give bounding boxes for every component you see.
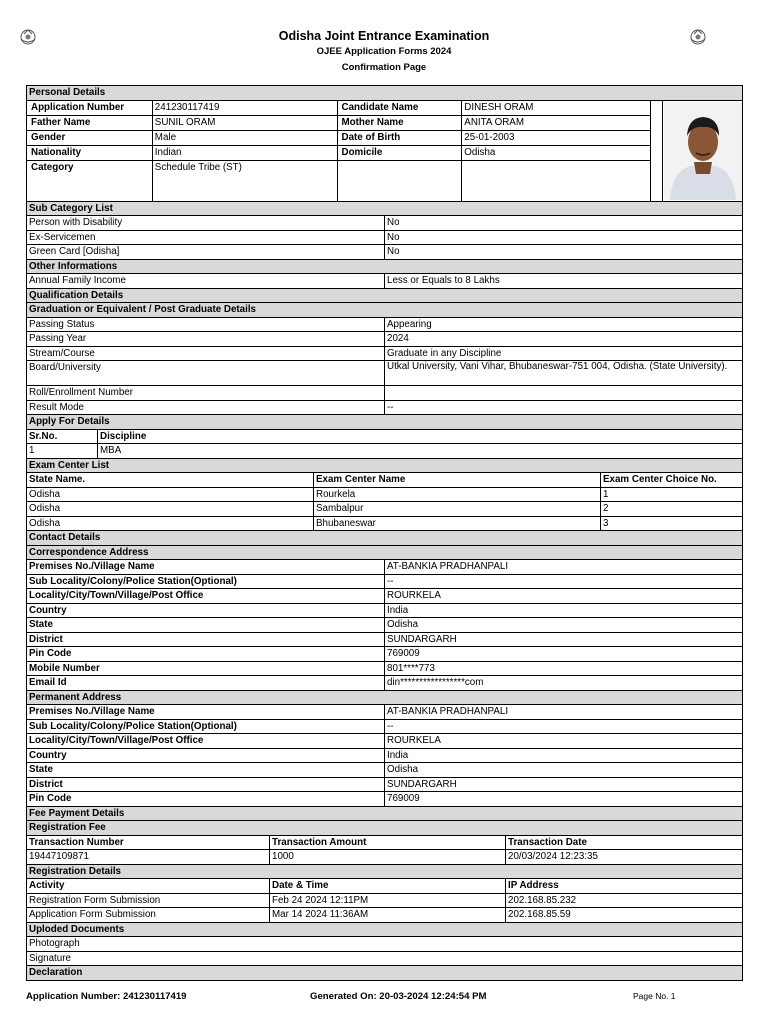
address-row <box>27 676 743 691</box>
footer-page-number: Page No. 1 <box>633 991 676 1001</box>
table-row <box>27 318 743 333</box>
personal-details-block <box>27 101 743 202</box>
table-cell: Rourkela <box>314 488 601 502</box>
section-personal-details: Personal Details <box>27 86 743 100</box>
address-value: ROURKELA <box>385 734 743 748</box>
value-mother-name: ANITA ORAM <box>464 116 524 128</box>
table-row <box>27 347 743 362</box>
row-label: Passing Year <box>27 332 385 346</box>
subsection-correspondence-address: Correspondence Address <box>27 546 743 560</box>
empty-label <box>338 161 463 201</box>
table-row <box>27 231 743 246</box>
footer-application-number: Application Number: 241230117419 <box>26 991 187 1002</box>
empty-value <box>462 161 650 201</box>
address-label: Mobile Number <box>27 662 385 676</box>
address-label: Country <box>27 749 385 763</box>
table-cell: Sambalpur <box>314 502 601 516</box>
row-label: Result Mode <box>27 401 385 415</box>
address-label: State <box>27 763 385 777</box>
column-header: State Name. <box>27 473 314 487</box>
table-row <box>27 401 743 416</box>
address-value: din*****************com <box>385 676 743 690</box>
table-cell: 1 <box>601 488 743 502</box>
personal-row <box>27 101 650 116</box>
section-sub-category: Sub Category List <box>27 202 743 216</box>
section-registration-details: Registration Details <box>27 865 743 879</box>
table-row <box>27 502 743 517</box>
table-cell: Feb 24 2024 12:11PM <box>270 894 506 908</box>
label-mother-name: Mother Name <box>338 116 463 130</box>
row-value: Utkal University, Vani Vihar, Bhubaneswar-751 004, Odisha. (State University). <box>385 361 743 385</box>
address-row <box>27 720 743 735</box>
label-father-name: Father Name <box>27 116 153 130</box>
value-nationality: Indian <box>153 146 338 160</box>
row-label: Stream/Course <box>27 347 385 361</box>
personal-row <box>27 161 650 201</box>
address-value: India <box>385 749 743 763</box>
address-value: 769009 <box>385 647 743 661</box>
section-contact-details: Contact Details <box>27 531 743 545</box>
table-row <box>27 952 743 967</box>
table-row <box>27 361 743 386</box>
address-value: SUNDARGARH <box>385 633 743 647</box>
personal-row <box>27 131 650 146</box>
table-cell: 202.168.85.232 <box>506 894 743 908</box>
table-cell: 1000 <box>270 850 506 864</box>
address-value: 769009 <box>385 792 743 806</box>
document-photograph: Photograph <box>27 937 743 951</box>
address-value: India <box>385 604 743 618</box>
column-header: Discipline <box>98 430 743 444</box>
address-value: Odisha <box>385 763 743 777</box>
address-label: Pin Code <box>27 792 385 806</box>
personal-row <box>27 146 650 161</box>
table-cell: MBA <box>98 444 743 458</box>
address-label: Locality/City/Town/Village/Post Office <box>27 734 385 748</box>
address-row <box>27 589 743 604</box>
state-emblem-icon <box>686 25 710 49</box>
row-value: Less or Equals to 8 Lakhs <box>385 274 743 288</box>
column-header: Activity <box>27 879 270 893</box>
personal-row <box>27 116 650 131</box>
value-domicile: Odisha <box>464 146 496 158</box>
row-value: Graduate in any Discipline <box>385 347 743 361</box>
row-label: Person with Disability <box>27 216 385 230</box>
row-label: Board/University <box>27 361 385 385</box>
section-declaration: Declaration <box>27 966 743 980</box>
address-label: Pin Code <box>27 647 385 661</box>
table-cell: Odisha <box>27 488 314 502</box>
value-candidate-name: DINESH ORAM <box>464 101 534 113</box>
value-father-name: SUNIL ORAM <box>153 116 338 130</box>
confirmation-form <box>26 85 743 981</box>
row-value: No <box>385 245 743 259</box>
row-value: -- <box>385 401 743 415</box>
table-row <box>27 517 743 532</box>
table-cell: Bhubaneswar <box>314 517 601 531</box>
subsection-graduation: Graduation or Equivalent / Post Graduate Details <box>27 303 743 317</box>
section-apply-for: Apply For Details <box>27 415 743 429</box>
address-label: Country <box>27 604 385 618</box>
address-value: -- <box>385 575 743 589</box>
section-fee-payment: Fee Payment Details <box>27 807 743 821</box>
page-header <box>0 0 768 86</box>
address-row <box>27 560 743 575</box>
column-header: Date & Time <box>270 879 506 893</box>
address-row <box>27 763 743 778</box>
column-header: Exam Center Name <box>314 473 601 487</box>
address-row <box>27 618 743 633</box>
row-value: No <box>385 216 743 230</box>
address-label: State <box>27 618 385 632</box>
table-row <box>27 444 743 459</box>
label-nationality: Nationality <box>27 146 153 160</box>
address-label: Sub Locality/Colony/Police Station(Optional) <box>27 575 385 589</box>
table-row <box>27 245 743 260</box>
address-label: Premises No./Village Name <box>27 705 385 719</box>
section-qualification: Qualification Details <box>27 289 743 303</box>
page-subtitle-2: Confirmation Page <box>341 62 427 73</box>
table-row <box>27 216 743 231</box>
address-row <box>27 662 743 677</box>
table-cell: 2 <box>601 502 743 516</box>
address-value: SUNDARGARH <box>385 778 743 792</box>
document-signature: Signature <box>27 952 743 966</box>
address-row <box>27 734 743 749</box>
table-row <box>27 908 743 923</box>
row-label: Passing Status <box>27 318 385 332</box>
address-row <box>27 647 743 662</box>
table-cell: Mar 14 2024 11:36AM <box>270 908 506 922</box>
table-row <box>27 894 743 909</box>
address-label: District <box>27 633 385 647</box>
row-value: 2024 <box>385 332 743 346</box>
column-header: Sr.No. <box>27 430 98 444</box>
label-application-number: Application Number <box>27 101 153 115</box>
candidate-photo-image <box>664 102 742 200</box>
address-value: AT-BANKIA PRADHANPALI <box>385 560 743 574</box>
address-row <box>27 792 743 807</box>
table-header-row <box>27 836 743 851</box>
column-header: IP Address <box>506 879 743 893</box>
address-value: AT-BANKIA PRADHANPALI <box>385 705 743 719</box>
table-cell: Odisha <box>27 517 314 531</box>
row-value: Appearing <box>385 318 743 332</box>
column-header: Transaction Amount <box>270 836 506 850</box>
label-date-of-birth: Date of Birth <box>338 131 463 145</box>
address-label: Email Id <box>27 676 385 690</box>
section-exam-center: Exam Center List <box>27 459 743 473</box>
table-cell: 19447109871 <box>27 850 270 864</box>
table-header-row <box>27 473 743 488</box>
table-row <box>27 488 743 503</box>
address-value: -- <box>385 720 743 734</box>
label-domicile: Domicile <box>338 146 463 160</box>
table-cell: 202.168.85.59 <box>506 908 743 922</box>
table-cell: 20/03/2024 12:23:35 <box>506 850 743 864</box>
section-uploaded-documents: Uploded Documents <box>27 923 743 937</box>
table-header-row <box>27 430 743 445</box>
subsection-permanent-address: Permanent Address <box>27 691 743 705</box>
table-row <box>27 332 743 347</box>
value-category: Schedule Tribe (ST) <box>153 161 338 201</box>
table-cell: Registration Form Submission <box>27 894 270 908</box>
table-row <box>27 274 743 289</box>
table-cell: Application Form Submission <box>27 908 270 922</box>
table-row <box>27 937 743 952</box>
address-row <box>27 749 743 764</box>
address-row <box>27 604 743 619</box>
address-label: Premises No./Village Name <box>27 560 385 574</box>
table-header-row <box>27 879 743 894</box>
value-application-number: 241230117419 <box>153 101 338 115</box>
row-label: Green Card [Odisha] <box>27 245 385 259</box>
address-row <box>27 633 743 648</box>
row-label: Annual Family Income <box>27 274 385 288</box>
address-row <box>27 778 743 793</box>
value-date-of-birth: 25-01-2003 <box>464 131 515 143</box>
page-footer <box>0 986 768 1006</box>
page-title: Odisha Joint Entrance Examination <box>278 29 490 43</box>
label-candidate-name: Candidate Name <box>338 101 463 115</box>
address-row <box>27 705 743 720</box>
address-row <box>27 575 743 590</box>
row-value: No <box>385 231 743 245</box>
address-value: ROURKELA <box>385 589 743 603</box>
candidate-photo <box>663 101 743 201</box>
value-gender: Male <box>153 131 338 145</box>
table-cell: 1 <box>27 444 98 458</box>
column-header: Transaction Number <box>27 836 270 850</box>
column-header: Transaction Date <box>506 836 743 850</box>
table-row <box>27 386 743 401</box>
section-other-informations: Other Informations <box>27 260 743 274</box>
address-label: District <box>27 778 385 792</box>
column-header: Exam Center Choice No. <box>601 473 743 487</box>
label-category: Category <box>27 161 153 201</box>
table-row <box>27 850 743 865</box>
address-value: Odisha <box>385 618 743 632</box>
address-value: 801****773 <box>385 662 743 676</box>
footer-generated-on: Generated On: 20-03-2024 12:24:54 PM <box>310 991 487 1002</box>
page-subtitle: OJEE Application Forms 2024 <box>316 46 452 57</box>
row-value <box>385 386 743 400</box>
row-label: Ex-Servicemen <box>27 231 385 245</box>
table-cell: Odisha <box>27 502 314 516</box>
address-label: Locality/City/Town/Village/Post Office <box>27 589 385 603</box>
subsection-registration-fee: Registration Fee <box>27 821 743 835</box>
table-cell: 3 <box>601 517 743 531</box>
address-label: Sub Locality/Colony/Police Station(Optional) <box>27 720 385 734</box>
row-label: Roll/Enrollment Number <box>27 386 385 400</box>
label-gender: Gender <box>27 131 153 145</box>
